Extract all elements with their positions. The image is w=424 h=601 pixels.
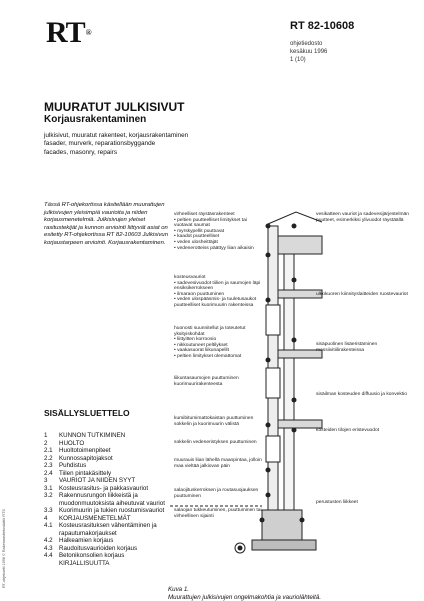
toc-item-title: KIRJALLISUUTTA <box>59 560 187 568</box>
toc-item-number: 4.2 <box>44 537 59 545</box>
roof-slab <box>278 236 322 254</box>
document-number: RT 82-10608 <box>290 20 354 32</box>
toc-item-number: 2.1 <box>44 447 59 455</box>
toc-item-title: Raudoitusvaurioiden korjaus <box>59 545 187 553</box>
note-ties: ulkokuoren kiinnityslaitteiden ruostevauriot <box>316 292 420 298</box>
toc-item-number: 1 <box>44 432 59 440</box>
marker <box>292 428 297 433</box>
toc-item-title: Kunnossapitojaksot <box>59 455 187 463</box>
marker <box>292 338 297 343</box>
marker <box>292 398 297 403</box>
marker <box>266 468 271 473</box>
toc-item-number: 3.1 <box>44 485 59 493</box>
keywords-fi: julkisivut, muuratut rakenteet, korjausrakentaminen <box>44 132 188 140</box>
toc-item-number: 3.3 <box>44 507 59 515</box>
note-details: huonosti suunnitellut ja toteutetut yksityiskohdat • liittyitten korroosio • nikkoutuneet peltilykset • vaakasuorat liikunapellit • peltien limitykset olemattomat <box>174 326 266 360</box>
meta-date: kesäkuu 1996 <box>290 48 327 56</box>
toc-item-title: Halkeamien korjaus <box>59 537 187 545</box>
note-drainage-layer: salaojituskerroksen ja routasuojauksen puuttuminen <box>174 488 266 499</box>
marker <box>266 224 271 229</box>
marker <box>300 518 305 523</box>
foundation <box>262 510 302 540</box>
toc-item-number: 4.1 <box>44 522 59 537</box>
toc-item-number: 2.2 <box>44 455 59 463</box>
window-1 <box>266 305 280 335</box>
toc-item-title: Kosteusrasituksen vähentäminen ja rapautumakorjaukset <box>59 522 187 537</box>
toc-item-title: VAURIOT JA NIIDEN SYYT <box>59 477 187 485</box>
marker <box>266 493 271 498</box>
marker <box>266 358 271 363</box>
note-joints: liikuntasaumojen puuttuminen kuorimuurirakenteesta <box>174 376 266 387</box>
toc-item-number: 3 <box>44 477 59 485</box>
toc-item-title: Rakennusrungon liikkeistä ja muodonmuutoksista aiheutuvat vauriot <box>59 492 187 507</box>
roof-edge <box>268 212 322 224</box>
window-3 <box>266 436 280 462</box>
note-eaves: virheelliset räystäsrakenteet • peltien puutteelliset limitykset tai vuotavat saumat • myrskypellit puuttuvat • kaadot puutteelliset • veden ulosheittäjät • vedenerotteiss päättyy liian aikaisin <box>174 212 266 251</box>
note-plinth: sokkelin vedeneristyksen puuttuminen <box>174 440 266 446</box>
marker <box>266 423 271 428</box>
footing <box>252 540 316 550</box>
marker <box>238 546 243 551</box>
note-foundation: perustusten liikkeet <box>316 500 420 506</box>
toc-item-title: HUOLTO <box>59 440 187 448</box>
toc-item-number: 4.4 <box>44 552 59 560</box>
note-diffusion: sisäilman kosteuden diffuusio ja konvektio <box>316 392 420 398</box>
keywords-en: facades, masonry, repairs <box>44 149 188 157</box>
page-subtitle: Korjausrakentaminen <box>44 114 146 125</box>
figure-caption <box>168 586 321 601</box>
toc-item-title: Tiilen pintakäsittely <box>59 470 187 478</box>
toc-item-title: Huoltotoimenpiteet <box>59 447 187 455</box>
note-moisture: kosteusvauriot • sadevesivuodot tiilien ja saumojen läpi ensiksikerrokseen • ilmaraon puuttuminen • veden ulospääsmis- ja tuuletusaukot puutteelliset kuorimuurin rakenteissa <box>174 275 266 309</box>
figure-caption-text: Muurattujen julkisivujen ongelmakohtia ja vauriolähteitä. <box>168 594 321 601</box>
note-bitumen: kumibitumimattokaistan puuttuminen sokkelin ja kuorimuurin välistä <box>174 416 266 427</box>
toc-item-number: 3.2 <box>44 492 59 507</box>
meta-page: 1 (10) <box>290 56 327 64</box>
marker <box>292 278 297 283</box>
toc-item-number: 4.3 <box>44 545 59 553</box>
toc-item-number: 2.4 <box>44 470 59 478</box>
marker <box>266 253 271 258</box>
toc-item-title: Kuorimuurin ja tukien ruostumisvauriot <box>59 507 187 515</box>
note-ground: muurauis liian lähellä maanpintaa, jolloin maa vieltää jalkiovan päin <box>174 458 266 469</box>
note-drain: salaojan tukkeutuminen, puuttuminen tai virheellinen sijainti <box>174 508 266 519</box>
figure-caption-title: Kuva 1. <box>168 586 321 594</box>
note-wet-rooms: kosteiden tilojen eristevuodot <box>316 428 420 434</box>
meta-file-type: ohjetiedosto <box>290 40 327 48</box>
toc-item-title: Kosteusrasitus- ja pakkasvauriot <box>59 485 187 493</box>
marker <box>292 224 297 229</box>
page-title: MUURATUT JULKISIVUT <box>44 100 184 114</box>
note-insulation: sisäpuolinen lisäeristäminen massiivitiilirakenteissa <box>316 342 420 353</box>
toc-item-title: KORJAUSMENETELMÄT <box>59 515 187 523</box>
keywords-sv: fasader, murverk, reparationsbyggande <box>44 140 188 148</box>
note-roofing: vesikatteen vauriot ja sadevesijärjestelmän puutteet, esimerkiksi ylivuodot räystäällä <box>316 212 420 223</box>
marker <box>266 298 271 303</box>
rt-logo: RT® <box>46 18 91 48</box>
toc-item-number: 2 <box>44 440 59 448</box>
toc-item-title: Puhdistus <box>59 462 187 470</box>
intro-text: Tässä RT-ohjekortissa käsitellään muurattujen julkisivujen yleisimpiä vaurioita ja niiden korjausmenetelmiä. Julkisivujen yleiset rasitustekijät ja kunnon arviointi liittyvät asiat on esitetty RT-ohjekortissa RT 82-10603 Julkisivun korjaustarpeen arviointi. Korjausrakentaminen. <box>44 202 170 248</box>
toc-item-title: Betonikonsolien korjaus <box>59 552 187 560</box>
floor-slab-3 <box>278 420 322 428</box>
side-publisher-note: RT-ohjekortti 1996 © Rakennustietosäätiö RTS <box>2 509 6 588</box>
window-2 <box>266 368 280 398</box>
toc-heading: SISÄLLYSLUETTELO <box>44 408 130 418</box>
toc-item-number: 2.3 <box>44 462 59 470</box>
toc-item-title: KUNNON TUTKIMINEN <box>59 432 187 440</box>
toc-item-number: 4 <box>44 515 59 523</box>
